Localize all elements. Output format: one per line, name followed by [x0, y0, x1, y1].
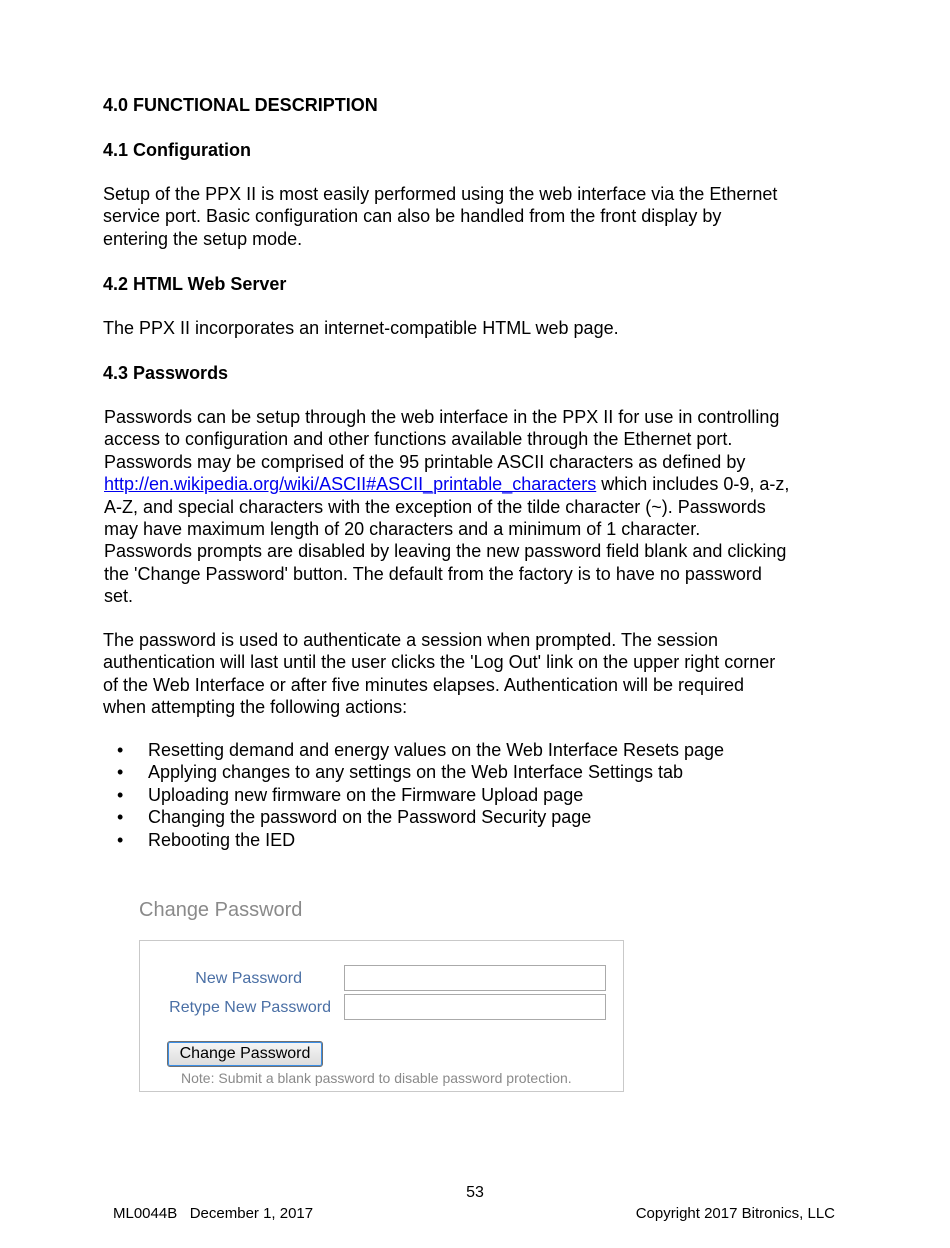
passwords-line: access to configuration and other functions available through the Ethernet port. — [104, 429, 733, 450]
new-password-label: New Password — [195, 970, 302, 987]
authentication-actions-list — [103, 739, 724, 851]
passwords-line: the 'Change Password' button. The default from the factory is to have no password — [104, 563, 762, 584]
passwords-line-rest: which includes 0-9, a-z, — [596, 474, 790, 495]
passwords-line: Passwords may be comprised of the 95 printable ASCII characters as defined by — [104, 451, 746, 472]
bullet-icon: • — [117, 829, 124, 850]
passwords-line: Passwords can be setup through the web interface in the PPX II for use in controlling — [104, 407, 780, 427]
list-item-text: Resetting demand and energy values on the Web Interface Resets page — [148, 740, 725, 760]
web-server-heading: 4.2 HTML Web Server — [103, 274, 287, 294]
blank-password-note: Note: Submit a blank password to disable password protection. — [181, 1070, 572, 1086]
page-number: 53 — [466, 1184, 484, 1201]
change-password-title: Change Password — [139, 899, 303, 921]
passwords-line: A-Z, and special characters with the exception of the tilde character (~). Passwords — [104, 496, 766, 517]
footer-doc-id-date: ML0044B December 1, 2017 — [113, 1205, 314, 1222]
passwords-paragraph — [104, 406, 849, 608]
list-item-text: Uploading new firmware on the Firmware Upload page — [148, 784, 584, 805]
passwords-line-with-link — [104, 473, 849, 495]
list-item — [103, 784, 724, 806]
configuration-line: Setup of the PPX II is most easily performed using the web interface via the Ethernet — [103, 184, 778, 204]
list-item — [103, 829, 724, 851]
configuration-line: service port. Basic configuration can also be handled from the front display by — [103, 206, 722, 227]
session-line: of the Web Interface or after five minutes elapses. Authentication will be required — [103, 674, 745, 695]
list-item-text: Changing the password on the Password Security page — [148, 807, 592, 828]
change-password-button[interactable]: Change Password — [167, 1041, 323, 1067]
configuration-heading: 4.1 Configuration — [103, 140, 251, 160]
configuration-line: entering the setup mode. — [103, 228, 303, 249]
section-heading: 4.0 FUNCTIONAL DESCRIPTION — [103, 95, 378, 115]
bullet-icon: • — [117, 784, 124, 805]
passwords-line: set. — [104, 586, 134, 607]
list-item — [103, 761, 724, 783]
footer-copyright: Copyright 2017 Bitronics, LLC — [635, 1205, 835, 1222]
new-password-input[interactable] — [344, 965, 606, 991]
session-line: The password is used to authenticate a session when prompted. The session — [103, 630, 719, 650]
bullet-icon: • — [117, 740, 124, 760]
session-line: authentication will last until the user clicks the 'Log Out' link on the upper right corner — [103, 652, 776, 673]
session-paragraph — [103, 629, 848, 719]
bullet-icon: • — [117, 762, 124, 783]
list-item-text: Rebooting the IED — [148, 829, 296, 850]
list-item-text: Applying changes to any settings on the Web Interface Settings tab — [148, 762, 684, 783]
web-server-line: The PPX II incorporates an internet-compatible HTML web page. — [103, 318, 619, 338]
session-line: when attempting the following actions: — [103, 697, 408, 718]
change-password-panel — [139, 940, 624, 1092]
configuration-paragraph — [103, 183, 848, 250]
passwords-line: Passwords prompts are disabled by leaving the new password field blank and clicking — [104, 541, 787, 562]
retype-password-input[interactable] — [344, 994, 606, 1020]
list-item — [103, 806, 724, 828]
web-server-paragraph — [103, 317, 848, 339]
ascii-wiki-link[interactable]: http://en.wikipedia.org/wiki/ASCII#ASCII_printable_characters — [104, 474, 597, 495]
passwords-heading: 4.3 Passwords — [103, 363, 229, 383]
list-item — [103, 739, 724, 761]
bullet-icon: • — [117, 807, 124, 828]
retype-password-label: Retype New Password — [169, 999, 331, 1016]
passwords-line: may have maximum length of 20 characters and a minimum of 1 character. — [104, 519, 701, 540]
